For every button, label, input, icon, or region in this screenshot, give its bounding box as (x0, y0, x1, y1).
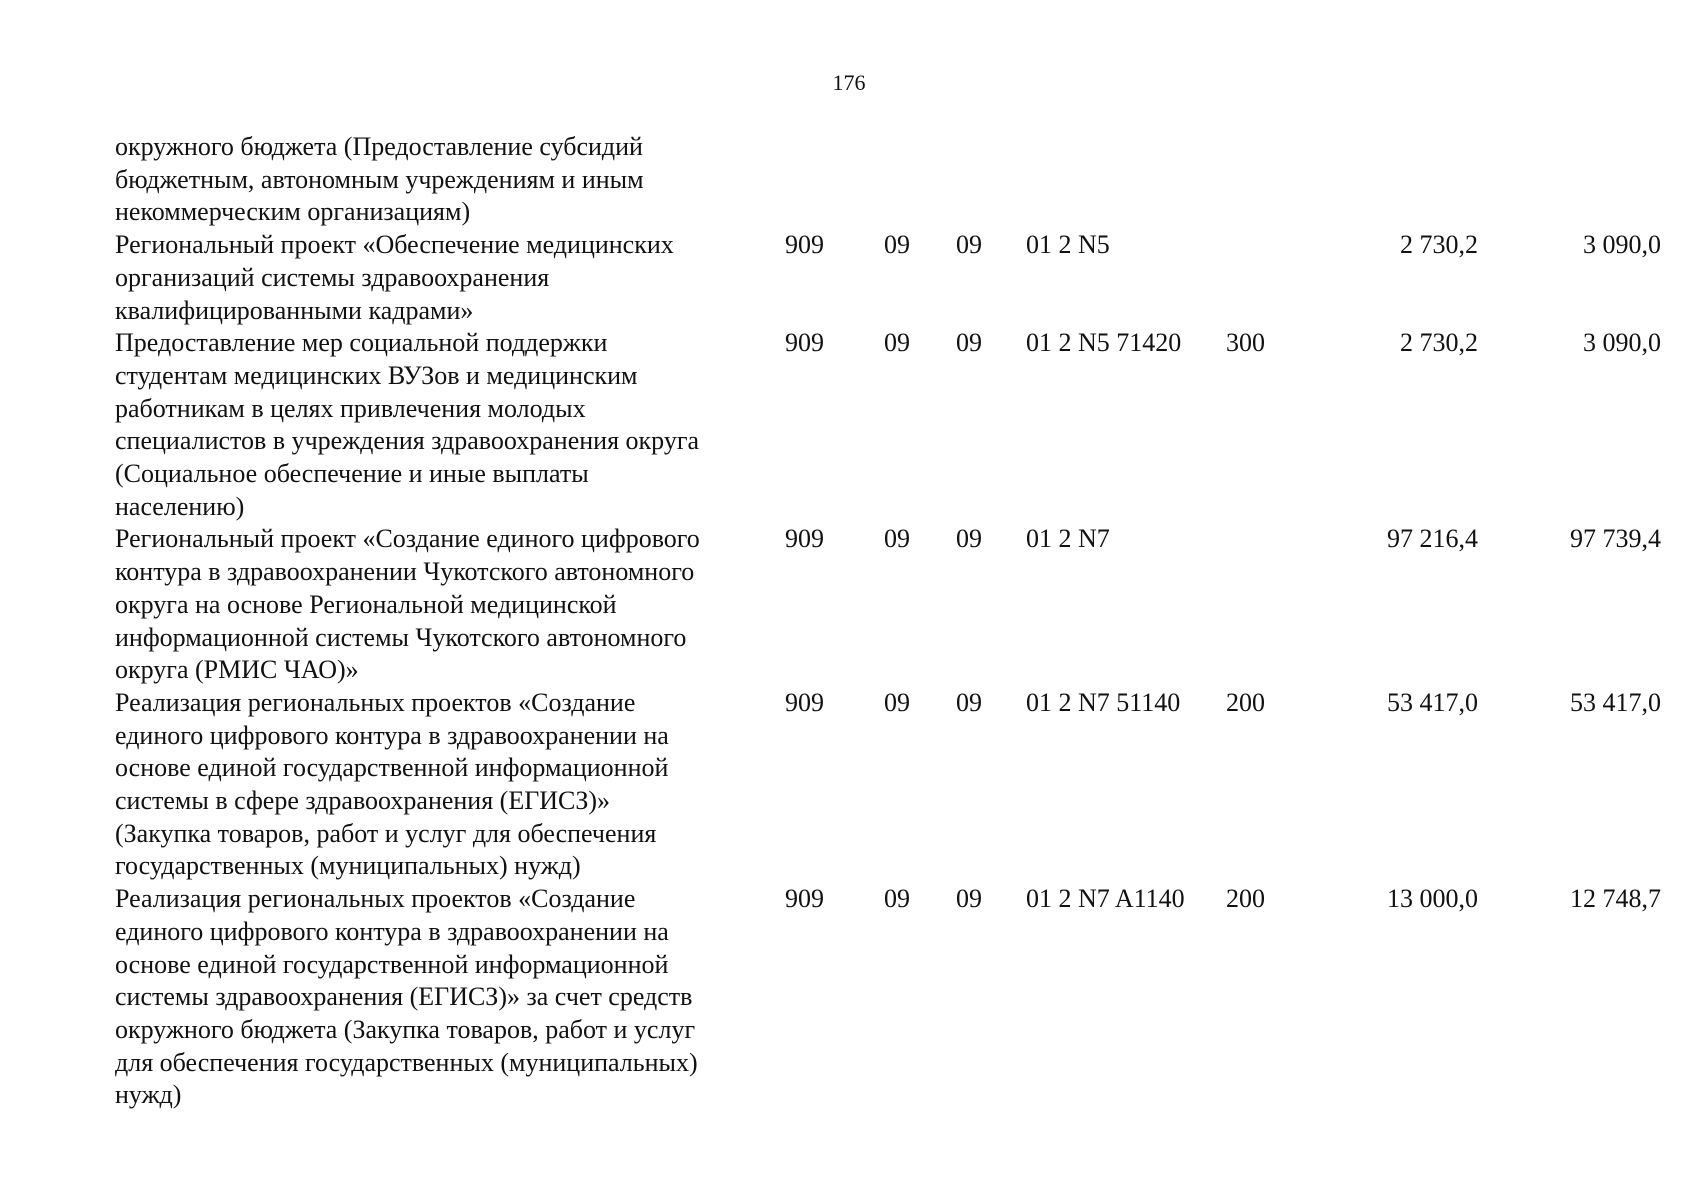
description-line: Региональный проект «Обеспечение медицинских (115, 230, 674, 260)
amount-2-cell (1478, 131, 1661, 229)
table-row (115, 523, 1661, 687)
gr-code-cell: 909 (785, 230, 824, 260)
description-line: организаций системы здравоохранения (115, 262, 550, 292)
amount-1-cell: 2 730,2 (1400, 328, 1478, 358)
expense-type-cell: 200 (1226, 884, 1265, 914)
section-cell: 09 (884, 524, 910, 554)
subsection-cell: 09 (956, 687, 982, 717)
description-line: единого цифрового контура в здравоохранении на (115, 720, 669, 750)
target-item-cell: 01 2 N5 (1026, 230, 1110, 260)
description-line: квалифицированными кадрами» (115, 295, 474, 325)
description-cell (115, 883, 785, 1112)
amount-2-cell: 3 090,0 (1583, 230, 1661, 260)
section-cell: 09 (884, 884, 910, 914)
section-cell (884, 131, 956, 229)
gr-code-cell: 909 (785, 687, 824, 717)
table-row (115, 131, 1661, 229)
amount-2-cell: 3 090,0 (1583, 328, 1661, 358)
description-line: округа (РМИС ЧАО)» (115, 655, 359, 685)
description-line: бюджетным, автономным учреждениям и иным (115, 164, 644, 194)
section-cell: 09 (884, 687, 910, 717)
amount-1-cell: 2 730,2 (1400, 230, 1478, 260)
amount-2-cell: 53 417,0 (1570, 687, 1661, 717)
table-row (115, 229, 1661, 327)
description-line: специалистов в учреждения здравоохранения округа (115, 426, 700, 456)
table-body (115, 131, 1661, 1112)
description-line: Реализация региональных проектов «Создание (115, 884, 636, 914)
section-cell: 09 (884, 328, 910, 358)
amount-1-cell (1316, 131, 1478, 229)
expense-type-cell (1226, 229, 1316, 327)
description-line: населению) (115, 491, 245, 521)
description-line: единого цифрового контура в здравоохранении на (115, 916, 669, 946)
target-item-cell (1026, 131, 1226, 229)
expense-type-cell (1226, 131, 1316, 229)
expense-type-cell: 300 (1226, 328, 1265, 358)
description-cell (115, 327, 785, 523)
description-line: системы в сфере здравоохранения (ЕГИСЗ)» (115, 786, 611, 816)
description-line: нужд) (115, 1080, 182, 1110)
description-line: основе единой государственной информационной (115, 753, 669, 783)
page-number: 176 (832, 70, 866, 95)
description-line: окружного бюджета (Закупка товаров, работ и услуг (115, 1014, 696, 1044)
table-row (115, 883, 1661, 1112)
description-line: работникам в целях привлечения молодых (115, 393, 586, 423)
description-cell (115, 687, 785, 883)
gr-code-cell: 909 (785, 884, 824, 914)
description-line: окружного бюджета (Предоставление субсидий (115, 132, 643, 161)
target-item-cell: 01 2 N7 51140 (1026, 687, 1181, 717)
description-line: (Закупка товаров, работ и услуг для обеспечения (115, 818, 657, 848)
description-cell (115, 131, 785, 229)
description-line: информационной системы Чукотского автономного (115, 622, 687, 652)
description-line: основе единой государственной информационной (115, 949, 669, 979)
description-cell (115, 229, 785, 327)
target-item-cell: 01 2 N7 (1026, 524, 1110, 554)
amount-1-cell: 97 216,4 (1387, 524, 1478, 554)
amount-1-cell: 13 000,0 (1387, 884, 1478, 914)
description-line: системы здравоохранения (ЕГИСЗ)» за счет средств (115, 982, 693, 1012)
amount-1-cell: 53 417,0 (1387, 687, 1478, 717)
subsection-cell: 09 (956, 884, 982, 914)
description-line: государственных (муниципальных) нужд) (115, 851, 581, 881)
gr-code-cell: 909 (785, 328, 824, 358)
subsection-cell: 09 (956, 328, 982, 358)
target-item-cell: 01 2 N5 71420 (1026, 328, 1182, 358)
table-row (115, 327, 1661, 523)
subsection-cell: 09 (956, 524, 982, 554)
description-line: контура в здравоохранении Чукотского автономного (115, 557, 695, 587)
description-line: (Социальное обеспечение и иные выплаты (115, 459, 589, 489)
amount-2-cell: 12 748,7 (1570, 884, 1661, 914)
expense-type-cell: 200 (1226, 687, 1265, 717)
expense-type-cell (1226, 523, 1316, 687)
description-line: для обеспечения государственных (муниципальных) (115, 1047, 698, 1077)
description-cell (115, 523, 785, 687)
description-line: Реализация региональных проектов «Создание (115, 687, 636, 717)
section-cell: 09 (884, 230, 910, 260)
subsection-cell (956, 131, 1026, 229)
description-line: Региональный проект «Создание единого цифрового (115, 524, 700, 554)
gr-code-cell: 909 (785, 524, 824, 554)
description-line: Предоставление мер социальной поддержки (115, 328, 608, 358)
target-item-cell: 01 2 N7 A1140 (1026, 884, 1185, 914)
description-line: студентам медицинских ВУЗов и медицинским (115, 360, 638, 390)
description-line: некоммерческим организациям) (115, 197, 471, 227)
description-line: округа на основе Региональной медицинской (115, 589, 617, 619)
table-row (115, 687, 1661, 883)
gr-code-cell (785, 131, 884, 229)
budget-table (115, 131, 1661, 1112)
amount-2-cell: 97 739,4 (1570, 524, 1661, 554)
subsection-cell: 09 (956, 230, 982, 260)
